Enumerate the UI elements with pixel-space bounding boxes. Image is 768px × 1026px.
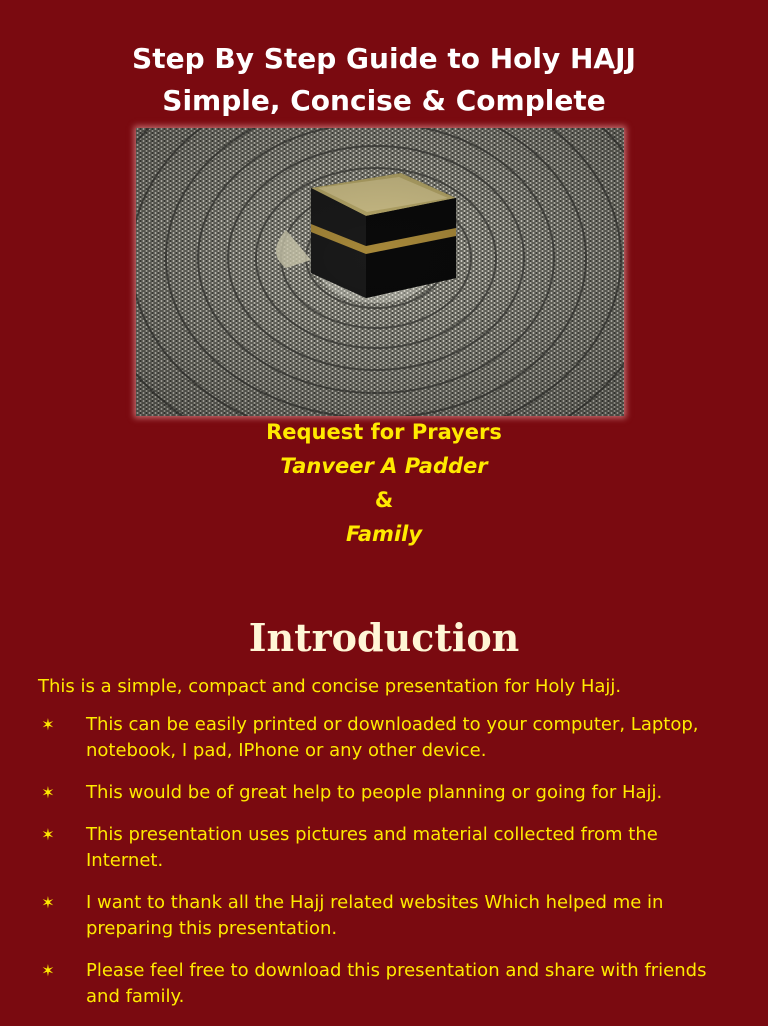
family-label: Family — [345, 522, 423, 546]
bullet-item — [38, 712, 738, 764]
bullet-text: This can be easily printed or downloaded to your computer, Laptop, notebook, I pad, IPhone or any other device. — [86, 714, 699, 761]
dedication — [0, 415, 768, 551]
star-bullet-icon: ✶ — [41, 893, 55, 912]
title-line-1: Step By Step Guide to Holy HAJJ — [132, 42, 636, 75]
bullet-item — [38, 822, 738, 874]
star-bullet-icon: ✶ — [41, 961, 55, 980]
slide-title — [0, 38, 768, 122]
bullet-item — [38, 958, 738, 1010]
bullet-text: This would be of great help to people planning or going for Hajj. — [86, 782, 663, 803]
kaaba-photo — [136, 128, 624, 416]
title-line-2: Simple, Concise & Complete — [162, 84, 606, 117]
star-bullet-icon: ✶ — [41, 783, 55, 802]
star-bullet-icon: ✶ — [41, 715, 55, 734]
author-name: Tanveer A Padder — [280, 454, 488, 478]
introduction-lead: This is a simple, compact and concise presentation for Holy Hajj. — [38, 676, 622, 697]
introduction-heading: Introduction — [248, 615, 520, 660]
bullet-text: I want to thank all the Hajj related websites Which helped me in preparing this presentation. — [86, 892, 664, 939]
request-for-prayers: Request for Prayers — [266, 420, 502, 444]
ampersand: & — [374, 488, 394, 512]
bullet-text: Please feel free to download this presentation and share with friends and family. — [86, 960, 707, 1007]
bullet-item — [38, 780, 738, 806]
star-bullet-icon: ✶ — [41, 825, 55, 844]
introduction-bullet-list — [38, 712, 738, 1026]
bullet-item — [38, 890, 738, 942]
bullet-text: This presentation uses pictures and material collected from the Internet. — [86, 824, 658, 871]
